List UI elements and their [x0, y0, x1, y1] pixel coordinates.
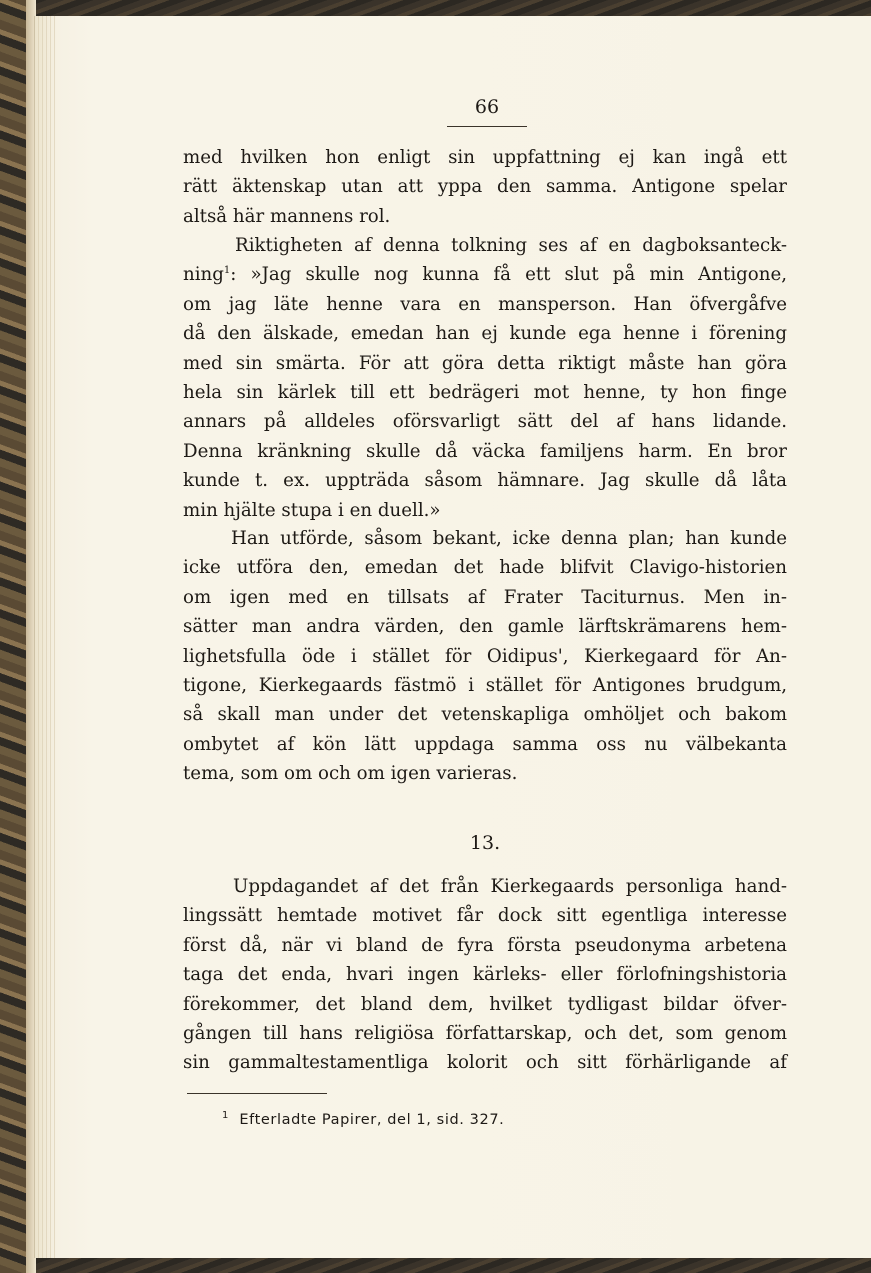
text-line: rätt äktenskap utan att yppa den samma. Antigone spelar [183, 176, 787, 198]
page-number-rule [447, 126, 527, 127]
text-line: förekommer, det bland dem, hvilket tydligast bildar öfver- [183, 993, 787, 1015]
text-fragment: ning [183, 264, 224, 286]
text-line: så skall man under det vetenskapliga omhöljet och bakom [183, 704, 787, 726]
text-line: Riktigheten af denna tolkning ses af en dagboksanteck- [235, 235, 787, 256]
text-line: gången till hans religiösa författarskap, och det, som genom [183, 1022, 787, 1044]
text-line: tigone, Kierkegaards fästmö i stället för Antigones brudgum, [183, 674, 787, 696]
text-line: sin gammaltestamentliga kolorit och sitt förhärligande af [183, 1052, 787, 1074]
text-fragment: : »Jag skulle nog kunna få ett slut på min Antigone, [230, 264, 787, 286]
footnote [222, 1112, 504, 1128]
text-line: altså här mannens rol. [183, 205, 391, 227]
text-line: Han utförde, såsom bekant, icke denna plan; han kunde [231, 528, 787, 549]
text-line: Uppdagandet af det från Kierkegaards personliga hand- [233, 876, 787, 897]
text-line-with-footnote-ref [183, 260, 787, 289]
text-line: om igen med en tillsats af Frater Taciturnus. Men in- [183, 586, 787, 608]
text-line: om jag läte henne vara en mansperson. Han öfvergåfve [183, 293, 787, 315]
footnote-mark: 1 [222, 1110, 229, 1122]
text-line: med sin smärta. För att göra detta riktigt måste han göra [183, 352, 787, 374]
text-line: annars på alldeles oförsvarligt sätt del af hans lidande. [183, 411, 787, 433]
text-line: kunde t. ex. uppträda såsom hämnare. Jag skulle då låta [183, 470, 787, 492]
text-line: lingssätt hemtade motivet får dock sitt egentliga interesse [183, 905, 787, 927]
footnote-reference: 1 [223, 265, 231, 277]
section-heading: 13. [469, 832, 501, 854]
text-line: ombytet af kön lätt uppdaga samma oss nu välbekanta [183, 733, 787, 755]
text-line: med hvilken hon enligt sin uppfattning ej kan ingå ett [183, 147, 787, 168]
text-line: Denna kränkning skulle då väcka familjens harm. En bror [183, 440, 787, 462]
footnote-text: Efterladte Papirer, del 1, sid. 327. [239, 1112, 505, 1128]
text-line: då den älskade, emedan han ej kunde ega henne i förening [183, 323, 787, 345]
paragraph-4 [183, 872, 787, 1078]
page-number: 66 [474, 96, 500, 118]
paragraph-1 [183, 143, 787, 231]
text-line: hela sin kärlek till ett bedrägeri mot henne, ty hon finge [183, 381, 787, 403]
text-line: först då, när vi bland de fyra första pseudonyma arbetena [183, 934, 787, 956]
page-gutter-lines [34, 16, 56, 1258]
text-line: lighetsfulla öde i stället för Oidipus', Kierkegaard för An- [183, 645, 787, 667]
text-line: min hjälte stupa i en duell.» [183, 499, 441, 521]
text-line: taga det enda, hvari ingen kärleks- eller förlofningshistoria [183, 964, 787, 986]
footnote-rule [187, 1093, 327, 1094]
paragraph-3 [183, 524, 787, 789]
text-line: icke utföra den, emedan det hade blifvit Clavigo-historien [183, 557, 787, 579]
paragraph-2 [183, 231, 787, 525]
text-line: tema, som om och om igen varieras. [183, 763, 518, 785]
text-line: sätter man andra värden, den gamle lärftskrämarens hem- [183, 616, 787, 638]
